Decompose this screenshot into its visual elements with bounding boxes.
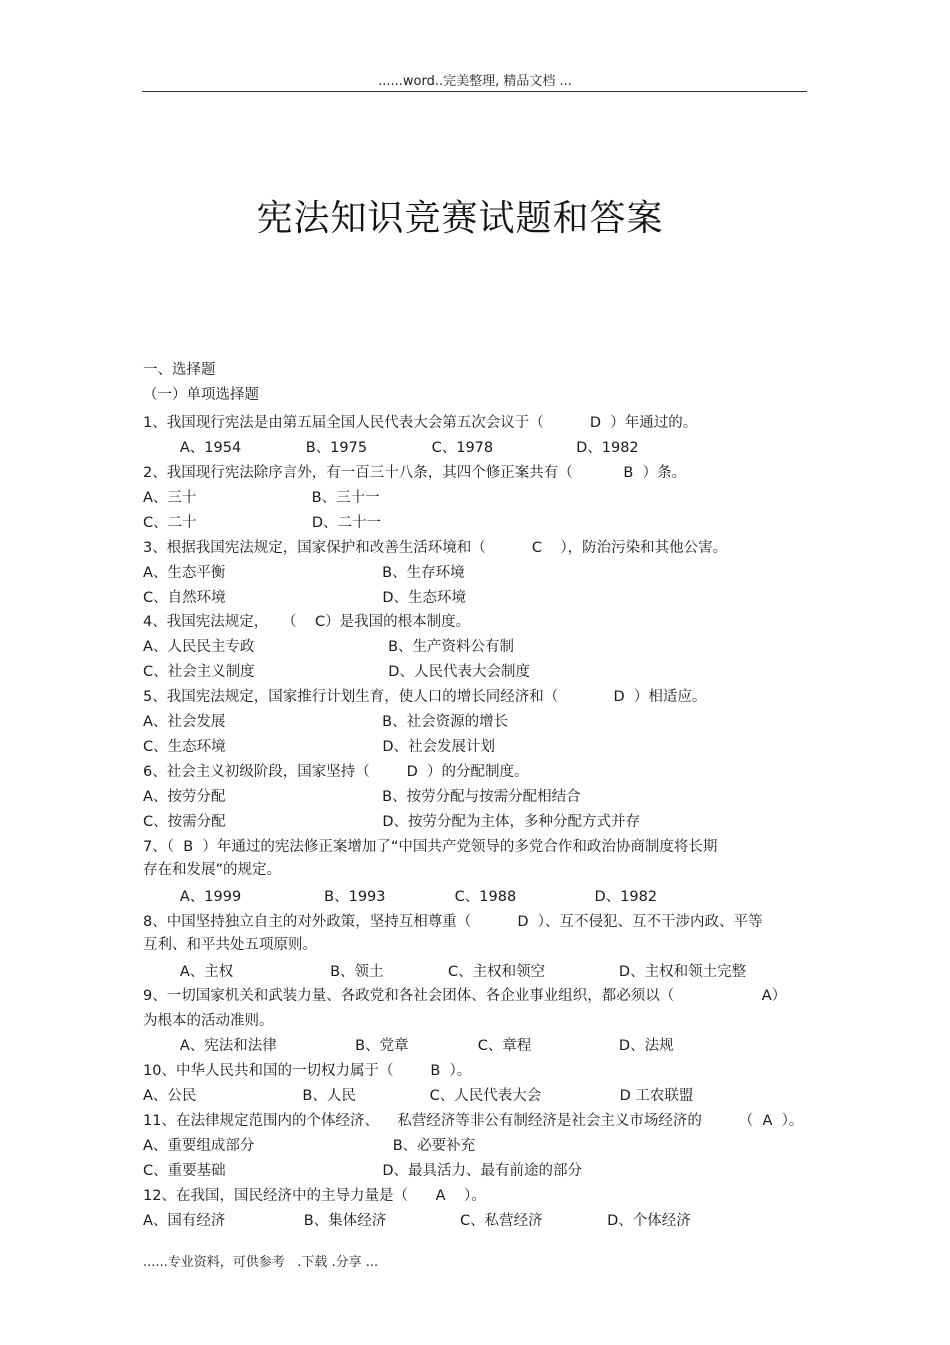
question-line: 7、（ B ）年通过的宪法修正案增加了“中国共产党领导的多党合作和政治协商制度将长期	[143, 839, 718, 855]
question-line: 2、我国现行宪法除序言外，有一百三十八条，其四个修正案共有（ B ）条。	[143, 465, 687, 481]
question-line: 3、根据我国宪法规定，国家保护和改善生活环境和（ C ），防治污染和其他公害。	[143, 540, 728, 556]
option-line: A、重要组成部分 B、必要补充	[143, 1138, 476, 1154]
option-line: C、自然环境 D、生态环境	[143, 590, 466, 606]
option-line: A、主权 B、领土 C、主权和领空 D、主权和领土完整	[143, 964, 747, 980]
question-line: 11、在法律规定范围内的个体经济、 私营经济等非公有制经济是社会主义市场经济的 （ A ）。	[143, 1113, 804, 1129]
option-line: A、社会发展 B、社会资源的增长	[143, 714, 509, 730]
question-line: 4、我国宪法规定， （ C）是我国的根本制度。	[143, 614, 471, 630]
option-line: C、社会主义制度 D、人民代表大会制度	[143, 664, 530, 680]
page-footer: ......专业资料，可供参考 .下载 .分享 ...	[143, 1255, 379, 1270]
question-line: 互利、和平共处五项原则。	[143, 937, 317, 953]
header-rule	[142, 91, 807, 92]
question-line: 12、在我国，国民经济中的主导力量是（ A ）。	[143, 1188, 486, 1204]
option-line: C、生态环境 D、社会发展计划	[143, 739, 495, 755]
question-line: 8、中国坚持独立自主的对外政策，坚持互相尊重（ D ）、互不侵犯、互不干涉内政、平等	[143, 914, 763, 930]
option-line: A、1999 B、1993 C、1988 D、1982	[143, 889, 658, 905]
page-header: ......word..完美整理, 精品文档 ...	[378, 74, 572, 89]
question-line: 1、我国现行宪法是由第五届全国人民代表大会第五次会议于（ D ）年通过的。	[143, 415, 698, 431]
option-line: A、人民民主专政 B、生产资料公有制	[143, 639, 515, 655]
option-line: A、国有经济 B、集体经济 C、私营经济 D、个体经济	[143, 1213, 691, 1229]
option-line: A、生态平衡 B、生存环境	[143, 565, 465, 581]
question-line: 10、中华人民共和国的一切权力属于（ B ）。	[143, 1063, 472, 1079]
option-line: A、三十 B、三十一	[143, 490, 380, 506]
document-title: 宪法知识竞赛试题和答案	[256, 198, 664, 239]
subsection-title: （一）单项选择题	[143, 387, 259, 403]
option-line: C、重要基础 D、最具活力、最有前途的部分	[143, 1163, 582, 1179]
option-line: A、1954 B、1975 C、1978 D、1982	[143, 440, 639, 456]
question-line: 5、我国宪法规定，国家推行计划生育，使人口的增长同经济和（ D ）相适应。	[143, 689, 707, 705]
section-title: 一、选择题	[143, 362, 216, 378]
question-line: 为根本的活动准则。	[143, 1013, 274, 1029]
option-line: A、宪法和法律 B、党章 C、章程 D、法规	[143, 1038, 674, 1054]
question-line: 存在和发展”的规定。	[143, 862, 282, 878]
option-line: C、按需分配 D、按劳分配为主体，多种分配方式并存	[143, 814, 640, 830]
option-line: A、公民 B、人民 C、人民代表大会 D 工农联盟	[143, 1088, 694, 1104]
option-line: A、按劳分配 B、按劳分配与按需分配相结合	[143, 789, 581, 805]
question-line: 9、一切国家机关和武装力量、各政党和各社会团体、各企业事业组织，都必须以（ A）	[143, 988, 787, 1004]
question-line: 6、社会主义初级阶段，国家坚持（ D ）的分配制度。	[143, 764, 529, 780]
option-line: C、二十 D、二十一	[143, 515, 382, 531]
